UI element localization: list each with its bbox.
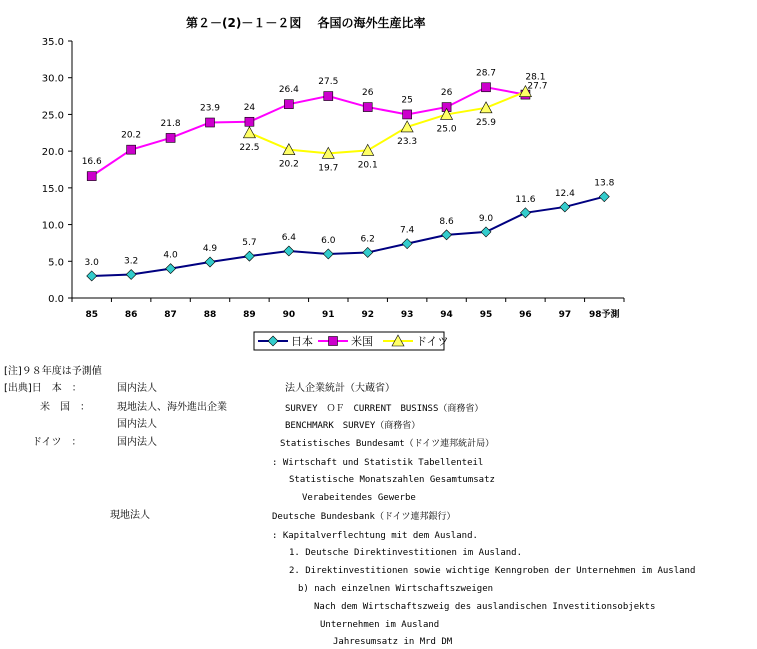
germany-line-4: Verabeitendes Gewerbe (302, 493, 416, 503)
x-tick-label: 96 (519, 310, 532, 320)
y-tick-label: 30.0 (41, 73, 64, 85)
data-label: 25.9 (475, 117, 497, 128)
y-tick-label: 5.0 (48, 257, 64, 269)
data-label: 23.3 (397, 136, 418, 147)
x-tick-label: 91 (322, 310, 335, 320)
germany-line-3: Statistische Monatszahlen Gesamtumsatz (289, 475, 495, 485)
y-tick-label: 20.0 (41, 147, 64, 159)
germany-line-8: 2. Direktinvestitionen sowie wichtige Kenngroben der Unternehmen im Ausland (289, 566, 696, 576)
data-label: 21.8 (160, 118, 181, 129)
y-tick-label: 0.0 (48, 294, 64, 305)
x-tick-label: 87 (164, 310, 177, 320)
data-label: 26 (440, 88, 453, 99)
x-tick-label: 94 (440, 310, 453, 320)
y-tick-label: 25.0 (41, 110, 64, 122)
us-entity-1: 現地法人、海外進出企業 (117, 402, 227, 413)
data-label: 8.6 (439, 216, 454, 227)
x-tick-label: 95 (479, 310, 493, 320)
germany-label: ドイツ ： (32, 437, 82, 448)
data-label: 3.2 (123, 256, 139, 267)
x-tick-label: 92 (361, 310, 374, 320)
y-tick-label: 35.0 (41, 37, 64, 48)
germany-source-1: Statistisches Bundesamt（ドイツ連邦統計局） (280, 439, 495, 449)
x-tick-label: 86 (124, 310, 138, 320)
germany-line-6: : Kapitalverflechtung mit dem Ausland. (272, 531, 478, 541)
data-label: 28.7 (475, 68, 497, 79)
germany-source-2: Deutsche Bundesbank（ドイツ連邦銀行） (272, 512, 456, 522)
germany-line-7: 1. Deutsche Direktinvestitionen im Ausland. (289, 548, 522, 558)
data-label: 25.0 (436, 124, 457, 135)
data-label: 7.4 (399, 225, 415, 236)
data-label: 22.5 (239, 142, 260, 153)
data-label: 6.4 (281, 233, 297, 244)
data-label: 16.6 (81, 157, 102, 168)
data-label: 3.0 (84, 257, 99, 268)
japan-entity: 国内法人 (117, 383, 157, 394)
data-label: 25 (401, 95, 413, 106)
germany-line-10: Nach dem Wirtschaftszweig des auslandischen Investitionsobjekts (314, 602, 656, 612)
x-tick-label: 88 (203, 310, 217, 320)
germany-line-2: : Wirtschaft und Statistik Tabellenteil (272, 458, 484, 468)
data-label: 26 (361, 88, 374, 99)
chart-title: 第２－(2)－１－２図 各国の海外生産比率 (186, 16, 426, 30)
x-tick-label: 85 (85, 310, 98, 320)
us-source-1: SURVEY ＯＦ CURRENT BUSINSS（商務省） (285, 404, 484, 414)
data-label: 9.0 (478, 213, 494, 224)
germany-entity-2: 現地法人 (110, 510, 150, 521)
us-entity-2: 国内法人 (117, 419, 157, 430)
data-label: 13.8 (594, 178, 615, 189)
data-label: 5.7 (242, 238, 257, 249)
us-source-2: BENCHMARK SURVEY（商務省） (285, 421, 421, 431)
legend-label: 日本 (291, 335, 313, 348)
data-label: 4.9 (202, 244, 218, 255)
japan-source: 法人企業統計（大蔵省） (285, 383, 395, 394)
data-label: 6.2 (360, 234, 375, 245)
source-label-japan: [出典]日 本 ： (4, 383, 82, 394)
legend-label: 米国 (351, 335, 373, 348)
y-tick-label: 10.0 (41, 220, 64, 232)
data-label: 20.2 (278, 159, 299, 170)
us-label: 米 国 ： (40, 402, 90, 413)
legend-label: ドイツ (416, 335, 449, 348)
data-label: 20.2 (121, 130, 142, 141)
data-label: 28.1 (525, 72, 546, 83)
note-text: [注]９８年度は予測値 (4, 366, 102, 377)
x-tick-label: 97 (558, 310, 572, 320)
germany-entity-1: 国内法人 (117, 437, 157, 448)
data-label: 6.0 (321, 235, 336, 246)
data-label: 26.4 (278, 85, 299, 96)
data-label: 12.4 (554, 188, 575, 199)
data-label: 4.0 (163, 250, 178, 261)
germany-line-12: Jahresumsatz in Mrd DM (333, 637, 453, 647)
y-tick-label: 15.0 (41, 183, 64, 195)
x-tick-label: 89 (243, 310, 256, 320)
germany-line-9: b) nach einzelnen Wirtschaftszweigen (298, 584, 494, 594)
data-label: 20.1 (357, 160, 378, 171)
data-label: 11.6 (515, 194, 536, 205)
x-tick-label: 93 (400, 310, 414, 320)
x-tick-label: 98予測 (589, 310, 620, 320)
data-label: 19.7 (318, 163, 339, 174)
germany-line-11: Unternehmen im Ausland (320, 620, 440, 630)
data-label: 27.5 (318, 77, 339, 88)
data-label: 23.9 (199, 103, 221, 114)
data-label: 27.7 (527, 81, 548, 92)
data-label: 24 (243, 102, 256, 113)
x-tick-label: 90 (282, 310, 296, 320)
